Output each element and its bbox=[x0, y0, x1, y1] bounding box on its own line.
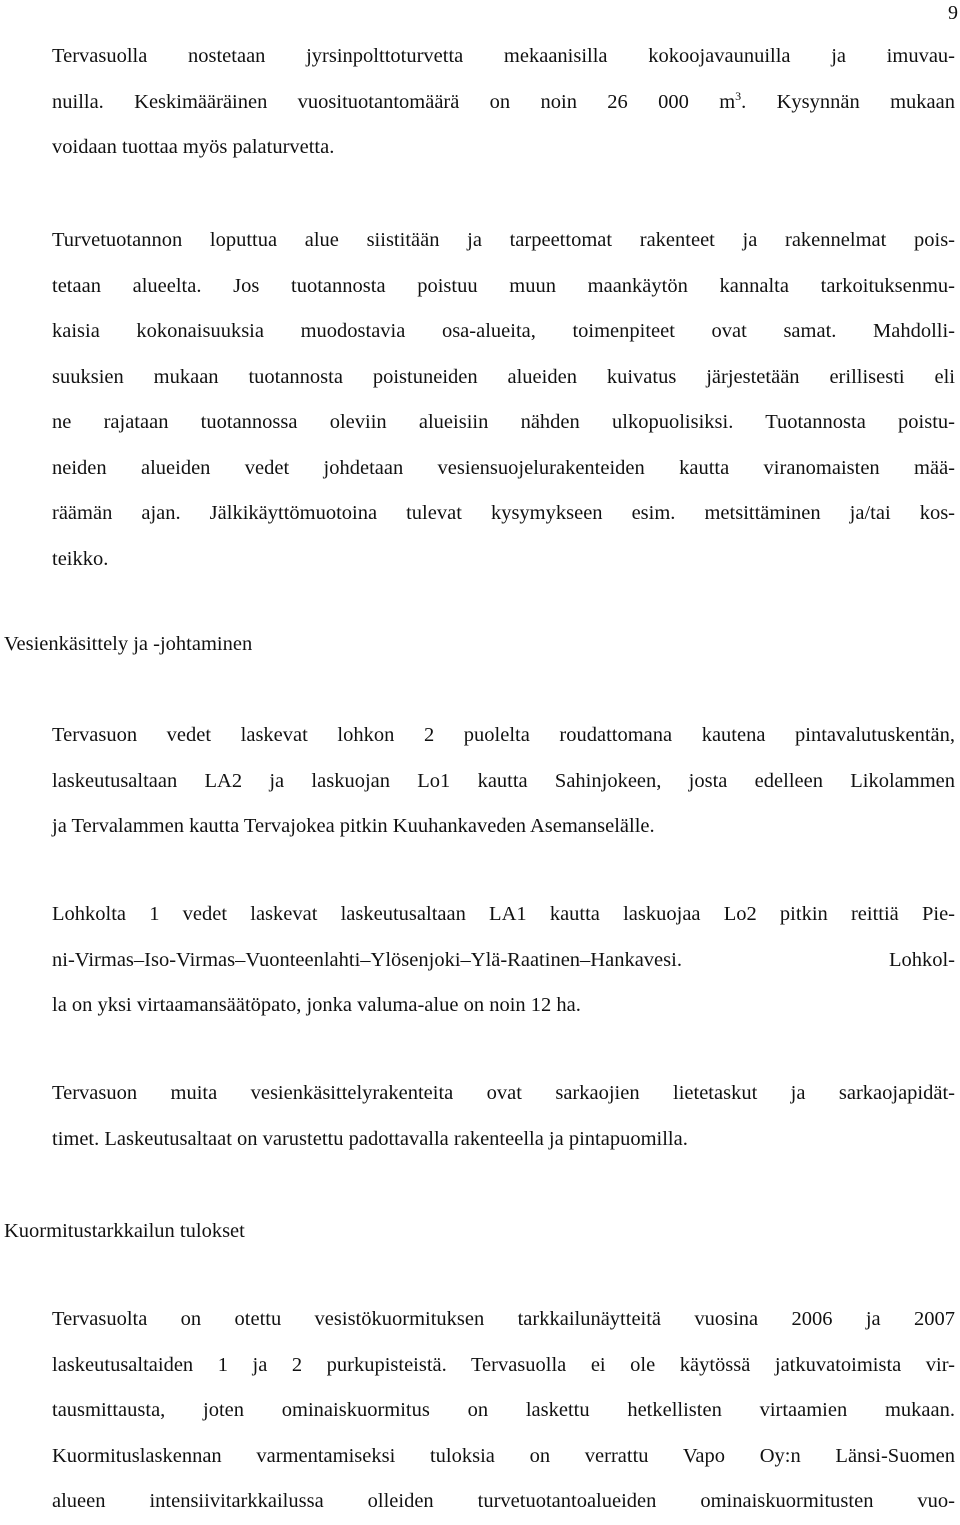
paragraph-water-structures bbox=[52, 1071, 955, 1162]
text-line: neiden alueiden vedet johdetaan vesiensuojelurakenteiden kautta viranomaisten mää- bbox=[52, 456, 955, 479]
text-line: kaisia kokonaisuuksia muodostavia osa-alueita, toimenpiteet ovat samat. Mahdolli- bbox=[52, 320, 955, 342]
text-line bbox=[52, 80, 955, 126]
text-line: ne rajataan tuotannossa oleviin alueisiin nähden ulkopuolisiksi. Tuotannosta poistu- bbox=[52, 411, 955, 433]
text-line: Tervasuon muita vesienkäsittelyrakenteita ovat sarkaojien lietetaskut ja sarkaojapidät- bbox=[52, 1082, 955, 1104]
text-line: räämän ajan. Jälkikäyttömuotoina tulevat kysymykseen esim. metsittäminen ja/tai kos- bbox=[52, 502, 955, 524]
text-line: Tervasuon vedet laskevat lohkon 2 puolelta roudattomana kautena pintavalutuskentän, bbox=[52, 724, 955, 746]
text-line: tetaan alueelta. Jos tuotannosta poistuu muun maankäytön kannalta tarkoituksenmu- bbox=[52, 274, 955, 297]
text-line: Turvetuotannon loputtua alue siistitään ja tarpeettomat rakenteet ja rakennelmat pois- bbox=[52, 229, 955, 251]
text-line: Tervasuolta on otettu vesistökuormituksen tarkkailunäytteitä vuosina 2006 ja 2007 bbox=[52, 1308, 955, 1330]
text-line: la on yksi virtaamansäätöpato, jonka valuma-alue on noin 12 ha. bbox=[52, 994, 581, 1016]
page-number: 9 bbox=[948, 2, 958, 24]
text-line: alueen intensiivitarkkailussa olleiden turvetuotantoalueiden ominaiskuormitusten vuo- bbox=[52, 1490, 955, 1512]
text-line: Kuormituslaskennan varmentamiseksi tuloksia on verrattu Vapo Oy:n Länsi-Suomen bbox=[52, 1444, 955, 1467]
text-line-part: . Kysynnän mukaan bbox=[741, 90, 955, 113]
text-line: ja Tervalammen kautta Tervajokea pitkin Kuuhankaveden Asemanselälle. bbox=[52, 815, 655, 837]
text-line: laskeutusaltaiden 1 ja 2 purkupisteistä. Tervasuolla ei ole käytössä jatkuvatoimista vir- bbox=[52, 1353, 955, 1376]
text-line: Tervasuolla nostetaan jyrsinpolttoturvetta mekaanisilla kokoojavaunuilla ja imuvau- bbox=[52, 45, 955, 67]
text-line: ni-Virmas–Iso-Virmas–Vuonteenlahti–Ylösenjoki–Ylä-Raatinen–Hankavesi. Lohkol- bbox=[52, 948, 955, 971]
text-line: suuksien mukaan tuotannosta poistuneiden alueiden kuivatus järjestetään erillisesti eli bbox=[52, 365, 955, 388]
text-line: voidaan tuottaa myös palaturvetta. bbox=[52, 136, 335, 158]
text-line: Lohkolta 1 vedet laskevat laskeutusaltaan LA1 kautta laskuojaa Lo2 pitkin reittiä Pie- bbox=[52, 903, 955, 925]
paragraph-water-route bbox=[52, 713, 955, 850]
text-line: teikko. bbox=[52, 547, 109, 570]
paragraph-load-results bbox=[52, 1297, 955, 1525]
superscript: 3 bbox=[735, 88, 742, 103]
text-line-part: nuilla. Keskimääräinen vuosituotantomäärä on noin 26 000 m bbox=[52, 90, 736, 113]
paragraph-water-block1 bbox=[52, 892, 955, 1029]
paragraph-after-use bbox=[52, 218, 955, 582]
paragraph-production bbox=[52, 34, 955, 171]
text-line: timet. Laskeutusaltaat on varustettu padottavalla rakenteella ja pintapuomilla. bbox=[52, 1127, 688, 1150]
section-heading-water: Vesienkäsittely ja -johtaminen bbox=[4, 633, 253, 655]
section-heading-load: Kuormitustarkkailun tulokset bbox=[4, 1220, 245, 1242]
text-line: tausmittausta, joten ominaiskuormitus on laskettu hetkellisten virtaamien mukaan. bbox=[52, 1399, 955, 1421]
text-line: laskeutusaltaan LA2 ja laskuojan Lo1 kautta Sahinjokeen, josta edelleen Likolammen bbox=[52, 769, 955, 792]
